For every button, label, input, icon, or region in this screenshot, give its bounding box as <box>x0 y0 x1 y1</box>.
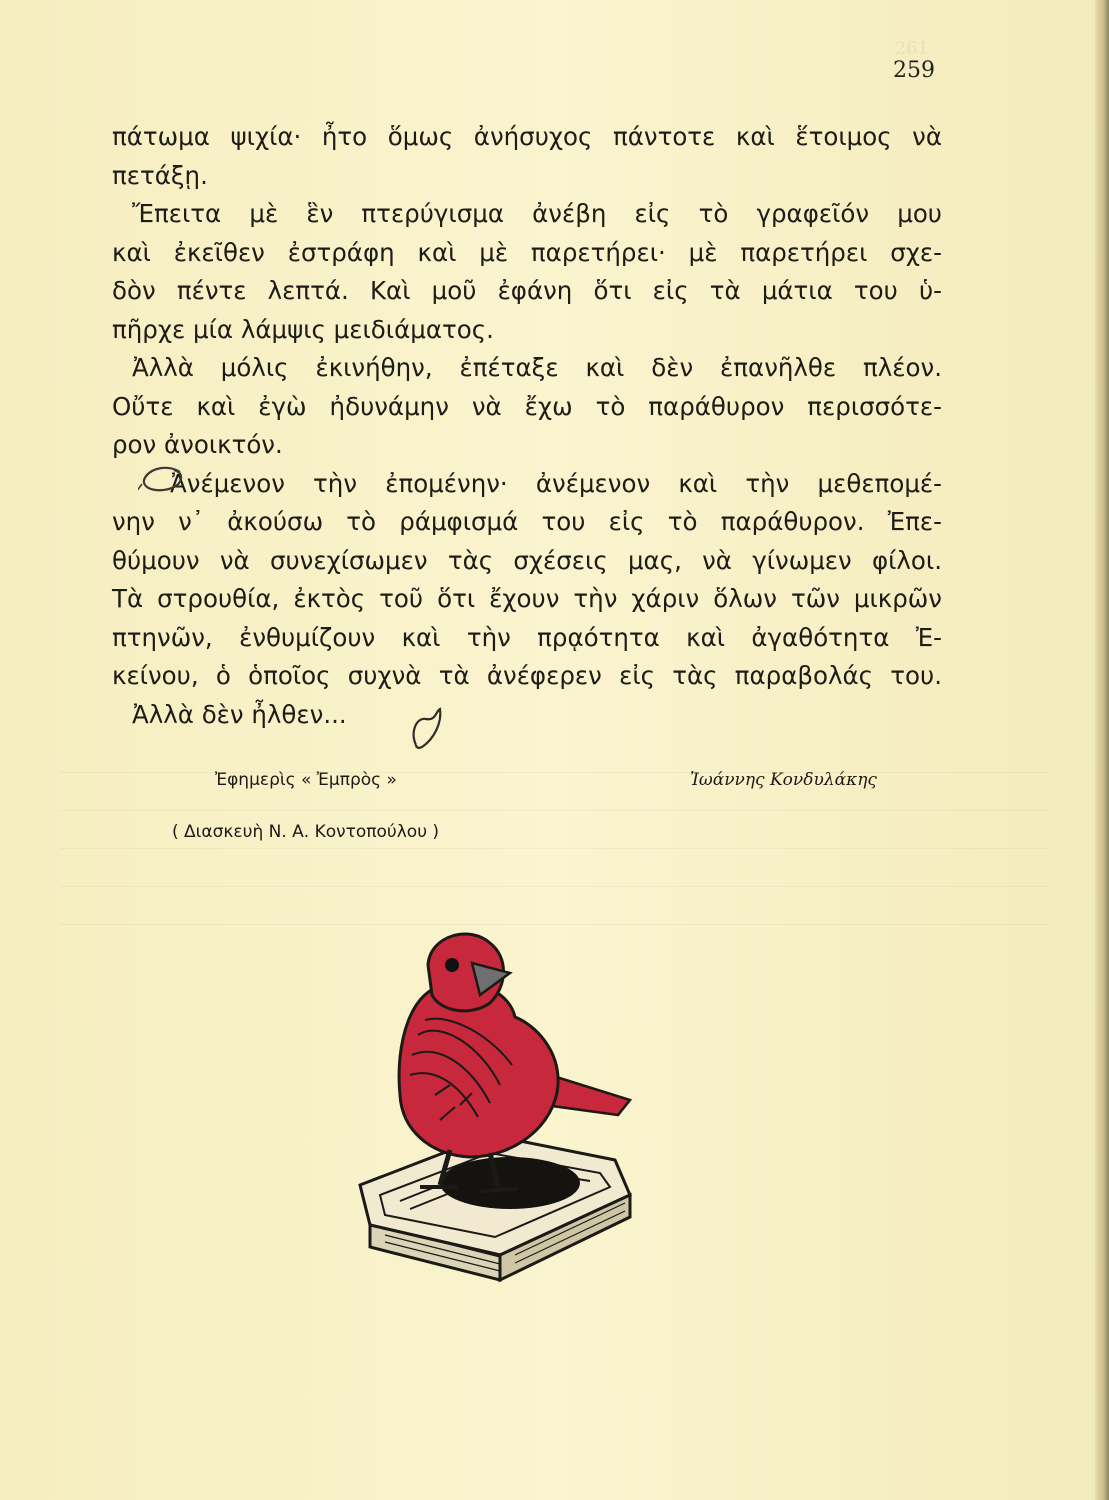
text-line: κείνου, ὁ ὁποῖος συχνὰ τὰ ἀνέφερεν εἰς τὰς παραβολάς του. <box>112 661 942 690</box>
text-line: νην ν᾿ ἀκούσω τὸ ράμφισμά του εἰς τὸ παράθυρον. Ἐπε- <box>112 507 942 536</box>
text-line: καὶ ἐκεῖθεν ἐστράφη καὶ μὲ παρετήρει· μὲ παρετήρει σχε- <box>112 237 942 267</box>
text-line: Ἀλλὰ δὲν ἦλθεν... <box>132 699 347 729</box>
text-line: πετάξῃ. <box>112 160 208 190</box>
text-line: πτηνῶν, ἐνθυμίζουν καὶ τὴν πρᾳότητα καὶ ἀγαθότητα Ἐ- <box>112 622 942 652</box>
text-line: πῆρχε μία λάμψις μειδιάματος. <box>112 314 494 344</box>
text-line: Ἀλλὰ μόλις ἐκινήθην, ἐπέταξε καὶ δὲν ἐπανῆλθε πλέον. <box>132 353 942 382</box>
page-number: 259 <box>893 58 935 83</box>
story-text <box>112 118 942 734</box>
text-line: θύμουν νὰ συνεχίσωμεν τὰς σχέσεις μας, νὰ γίνωμεν φίλοι. <box>112 545 942 575</box>
text-line: πάτωμα ψιχία· ἦτο ὅμως ἀνήσυχος πάντοτε καὶ ἕτοιμος νὰ <box>112 122 942 151</box>
text-line: Τὰ στρουθία, ἐκτὸς τοῦ ὅτι ἔχουν τὴν χάριν ὅλων τῶν μικρῶν <box>112 584 942 613</box>
author-name: Ἰωάννης Κονδυλάκης <box>690 770 877 790</box>
bleed-through-page-number: 261 <box>894 38 929 59</box>
text-line: Ἀνέμενον τὴν ἐπομένην· ἀνέμενον καὶ τὴν μεθεπομέ- <box>170 468 942 498</box>
text-line: ρον ἀνοικτόν. <box>112 430 283 459</box>
adaptation-credit: ( Διασκευὴ Ν. Α. Κοντοπούλου ) <box>172 822 440 842</box>
page-edge-shadow <box>1095 0 1109 1500</box>
text-line: Οὔτε καὶ ἐγὼ ἠδυνάμην νὰ ἔχω τὸ παράθυρον περισσότε- <box>112 391 942 421</box>
text-line: δὸν πέντε λεπτά. Καὶ μοῦ ἐφάνη ὅτι εἰς τὰ μάτια του ὑ- <box>112 276 942 305</box>
text-line: Ἔπειτα μὲ ἓν πτερύγισμα ἀνέβη εἰς τὸ γραφεῖόν μου <box>132 199 942 228</box>
newspaper-source: Ἐφημερὶς « Ἐμπρὸς » <box>215 770 397 790</box>
sparrow-on-book-icon <box>340 925 640 1285</box>
